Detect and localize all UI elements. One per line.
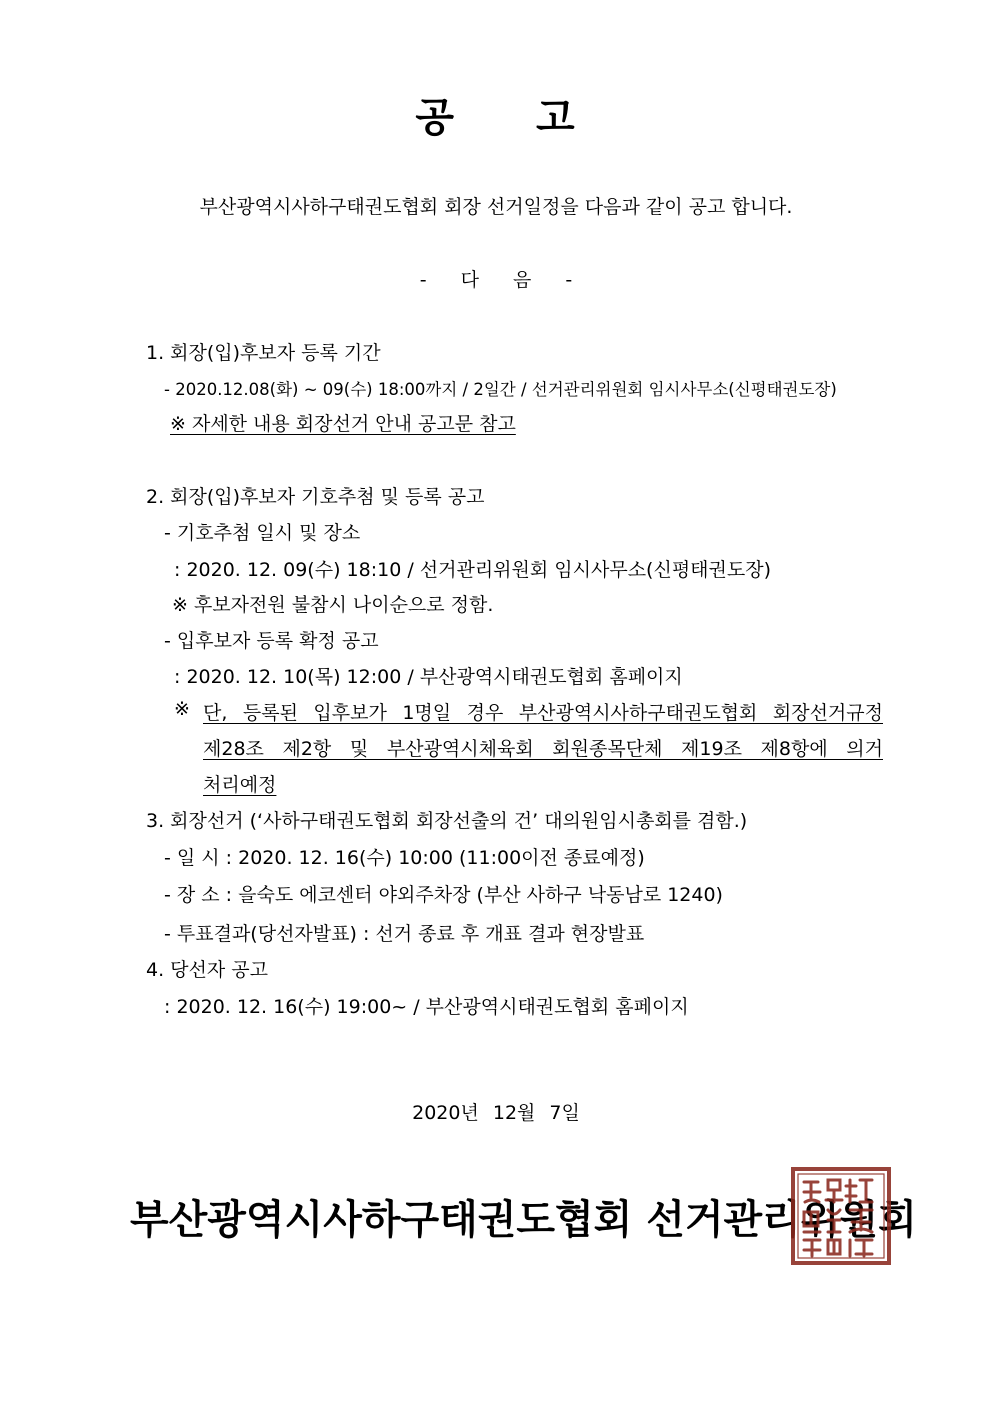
announcement-date: 2020년 12월 7일 — [412, 1102, 580, 1124]
official-seal-stamp — [790, 1166, 892, 1266]
section2-note-line2: 제28조 제2항 및 부산광역시체육회 회원종목단체 제19조 제8항에 의거 — [203, 738, 883, 760]
section2-sub2: - 입후보자 등록 확정 공고 — [164, 630, 379, 652]
section2-sub2-detail: : 2020. 12. 10(목) 12:00 / 부산광역시태권도협회 홈페이지 — [174, 666, 683, 688]
issuer-name: 부산광역시사하구태권도협회 선거관리위원회 — [130, 1197, 917, 1243]
section2-heading: 2. 회장(입)후보자 기호추첨 및 등록 공고 — [146, 486, 485, 508]
section4-heading: 4. 당선자 공고 — [146, 959, 268, 981]
section1-note: ※ 자세한 내용 회장선거 안내 공고문 참고 — [170, 413, 516, 435]
section4-line1: : 2020. 12. 16(수) 19:00~ / 부산광역시태권도협회 홈페이지 — [164, 996, 689, 1018]
daeum-heading: - 다 음 - — [419, 269, 573, 291]
intro-text: 부산광역시사하구태권도협회 회장 선거일정을 다음과 같이 공고 합니다. — [199, 196, 793, 218]
section3-line1: - 일 시 : 2020. 12. 16(수) 10:00 (11:00이전 종료예정) — [164, 847, 645, 869]
section3-line3: - 투표결과(당선자발표) : 선거 종료 후 개표 결과 현장발표 — [164, 923, 645, 945]
page-title — [0, 86, 992, 143]
title-char-2: 고 — [536, 95, 577, 141]
section3-line2: - 장 소 : 을숙도 에코센터 야외주차장 (부산 사하구 낙동남로 1240) — [164, 884, 723, 906]
section2-note-line3: 처리예정 — [203, 774, 277, 796]
section2-sub1: - 기호추첨 일시 및 장소 — [164, 522, 361, 544]
title-char-1: 공 — [415, 95, 456, 141]
section2-sub1-detail: : 2020. 12. 09(수) 18:10 / 선거관리위원회 임시사무소(신평태권도장) — [174, 559, 771, 581]
section1-line1: - 2020.12.08(화) ~ 09(수) 18:00까지 / 2일간 / 선거관리위원회 임시사무소(신평태권도장) — [164, 380, 837, 399]
section3-heading: 3. 회장선거 (‘사하구태권도협회 회장선출의 건’ 대의원임시총회를 겸함.) — [146, 810, 748, 832]
section1-heading: 1. 회장(입)후보자 등록 기간 — [146, 342, 381, 364]
section2-sub1-note: ※ 후보자전원 불참시 나이순으로 정함. — [172, 594, 494, 616]
section2-note-line1: 단, 등록된 입후보가 1명일 경우 부산광역시사하구태권도협회 회장선거규정 — [203, 702, 883, 724]
section2-note-mark: ※ — [174, 698, 190, 720]
